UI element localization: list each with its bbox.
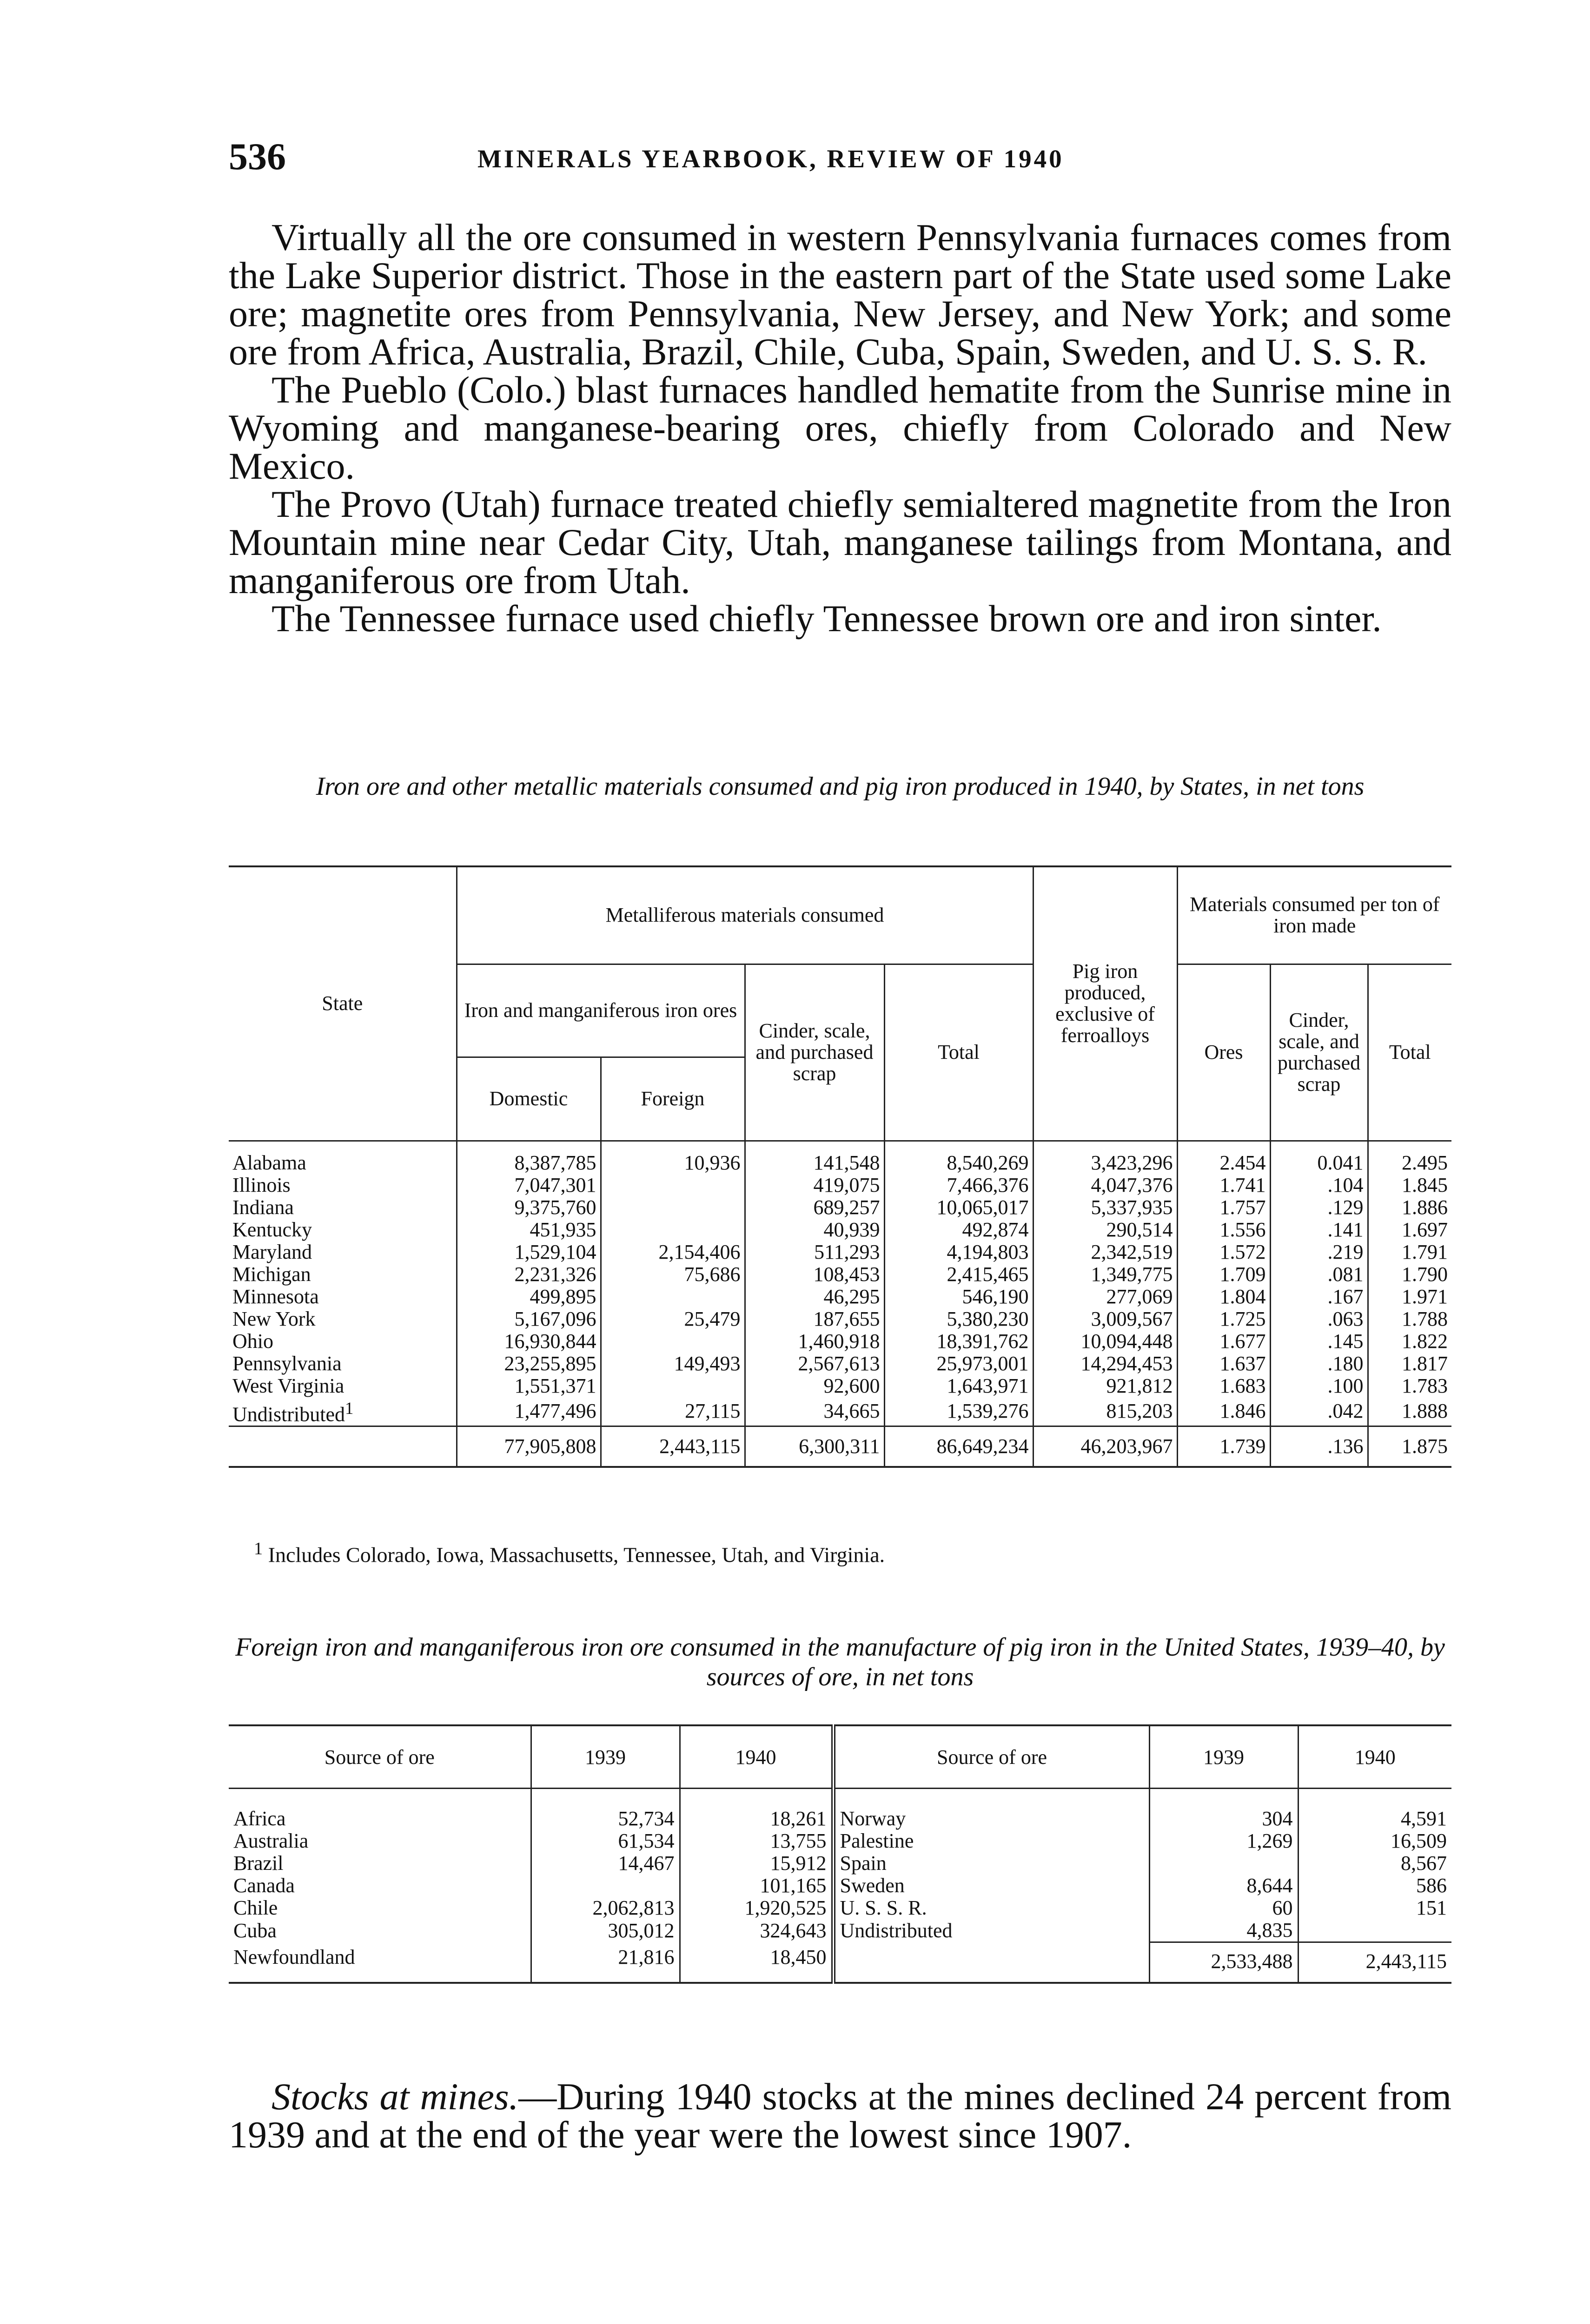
col-1940-left: 1940 (680, 1725, 833, 1789)
cell-foreign (601, 1174, 745, 1196)
value-1940: 16,509 (1298, 1830, 1451, 1852)
cell-cinder2: .219 (1270, 1241, 1368, 1263)
footnote (254, 1538, 885, 1567)
cell-pig: 4,047,376 (1033, 1174, 1177, 1196)
cell-total2: 1.971 (1368, 1286, 1451, 1308)
col-state: State (229, 866, 457, 1141)
cell-ores: 1.683 (1177, 1375, 1270, 1397)
cell-total: 1,643,971 (884, 1375, 1033, 1397)
total-row (229, 1426, 1451, 1467)
col-foreign: Foreign (601, 1057, 745, 1141)
value-1940: 1,920,525 (680, 1897, 833, 1919)
cell-cinder2: .145 (1270, 1330, 1368, 1353)
cell-cinder2: .100 (1270, 1375, 1368, 1397)
cell-cinder2: .063 (1270, 1308, 1368, 1330)
cell-domestic: 2,231,326 (457, 1263, 601, 1286)
cell-foreign (601, 1375, 745, 1397)
cell-pig: 5,337,935 (1033, 1196, 1177, 1219)
cell-foreign: 27,115 (601, 1397, 745, 1426)
state-cell (229, 1286, 457, 1308)
value-1940: 18,450 (680, 1942, 833, 1983)
cell-total2: 1.845 (1368, 1174, 1451, 1196)
paragraph: The Pueblo (Colo.) blast furnaces handled hematite from the Sunrise mine in Wyoming and manganese-bearing ores, chiefly from Colorado and New Mexico. (229, 369, 1451, 487)
table-row (229, 1942, 1451, 1983)
cell-total: 25,973,001 (884, 1353, 1033, 1375)
value-1940: 15,912 (680, 1852, 833, 1875)
cell-cinder2: 0.041 (1270, 1141, 1368, 1174)
state-cell (229, 1219, 457, 1241)
cell-cinder: 419,075 (745, 1174, 884, 1196)
cell-domestic: 1,477,496 (457, 1397, 601, 1426)
paragraph: The Provo (Utah) furnace treated chiefly semialtered magnetite from the Iron Mountain mine near Cedar City, Utah, manganese tailings from Montana, and manganiferous ore from Utah. (229, 483, 1451, 601)
total-1940: 2,443,115 (1298, 1942, 1451, 1983)
cell-pig: 3,009,567 (1033, 1308, 1177, 1330)
value-1940: 586 (1298, 1875, 1451, 1897)
col-cinder-per-ton: Cinder, scale, and purchased scrap (1270, 964, 1368, 1141)
source-cell: Spain (833, 1852, 1149, 1875)
cell-total2: 1.790 (1368, 1263, 1451, 1286)
total-pig: 46,203,967 (1033, 1426, 1177, 1467)
total-ores: 1.739 (1177, 1426, 1270, 1467)
cell-cinder: 108,453 (745, 1263, 884, 1286)
cell-cinder2: .129 (1270, 1196, 1368, 1219)
cell-domestic: 23,255,895 (457, 1353, 601, 1375)
cell-foreign: 10,936 (601, 1141, 745, 1174)
cell-total: 10,065,017 (884, 1196, 1033, 1219)
state-name: Pennsylvania (232, 1352, 342, 1375)
total-foreign: 2,443,115 (601, 1426, 745, 1467)
cell-ores: 1.637 (1177, 1353, 1270, 1375)
table-row (229, 1286, 1451, 1308)
table-row (229, 1308, 1451, 1330)
source-cell: Africa (233, 1807, 286, 1830)
cell-total: 5,380,230 (884, 1308, 1033, 1330)
cell-foreign: 149,493 (601, 1353, 745, 1375)
closing-text: —During 1940 stocks at the mines declined 24 percent from 1939 and at the end of the year were the lowest since 1907. (229, 2075, 1451, 2156)
source-cell: Norway (833, 1789, 1149, 1830)
cell-total: 7,466,376 (884, 1174, 1033, 1196)
value-1939: 21,816 (531, 1942, 680, 1983)
cell-cinder: 511,293 (745, 1241, 884, 1263)
state-name: Undistributed (232, 1403, 345, 1426)
table-row (229, 1852, 1451, 1875)
state-name: New York (232, 1307, 316, 1330)
cell-ores: 1.846 (1177, 1397, 1270, 1426)
value-1939: 14,467 (531, 1852, 680, 1875)
col-iron-mang: Iron and manganiferous iron ores (457, 964, 745, 1057)
state-cell (229, 1241, 457, 1263)
state-name: West Virginia (232, 1374, 344, 1397)
table-row (229, 1897, 1451, 1919)
cell-pig: 10,094,448 (1033, 1330, 1177, 1353)
cell-cinder2: .180 (1270, 1353, 1368, 1375)
cell-domestic: 9,375,760 (457, 1196, 601, 1219)
source-cell: Brazil (233, 1852, 284, 1875)
state-cell (229, 1174, 457, 1196)
cell-ores: 1.804 (1177, 1286, 1270, 1308)
state-cell (229, 1308, 457, 1330)
col-1939-left: 1939 (531, 1725, 680, 1789)
cell-pig: 921,812 (1033, 1375, 1177, 1397)
total-1939: 2,533,488 (1149, 1942, 1298, 1983)
source-cell: Newfoundland (229, 1942, 531, 1983)
value-1939: 1,269 (1149, 1830, 1298, 1852)
value-1940: 151 (1298, 1897, 1451, 1919)
cell-pig: 14,294,453 (1033, 1353, 1177, 1375)
cell-domestic: 16,930,844 (457, 1330, 601, 1353)
state-cell (229, 1196, 457, 1219)
cell-ores: 1.725 (1177, 1308, 1270, 1330)
value-1939: 304 (1149, 1789, 1298, 1830)
value-1940: 324,643 (680, 1919, 833, 1942)
value-1939 (531, 1875, 680, 1897)
cell-domestic: 451,935 (457, 1219, 601, 1241)
value-1939: 305,012 (531, 1919, 680, 1942)
value-1940: 13,755 (680, 1830, 833, 1852)
cell-cinder2: .104 (1270, 1174, 1368, 1196)
cell-total: 8,540,269 (884, 1141, 1033, 1174)
cell-foreign (601, 1330, 745, 1353)
value-1939: 61,534 (531, 1830, 680, 1852)
cell-ores: 1.741 (1177, 1174, 1270, 1196)
source-cell: Palestine (833, 1830, 1149, 1852)
state-cell (229, 1426, 457, 1467)
source-cell: U. S. S. R. (833, 1897, 1149, 1919)
cell-domestic: 7,047,301 (457, 1174, 601, 1196)
state-cell (229, 1330, 457, 1353)
value-1939: 8,644 (1149, 1875, 1298, 1897)
footnote-text: Includes Colorado, Iowa, Massachusetts, Tennessee, Utah, and Virginia. (268, 1543, 885, 1567)
total-domestic: 77,905,808 (457, 1426, 601, 1467)
table-row (229, 1141, 1451, 1174)
col-domestic: Domestic (457, 1057, 601, 1141)
value-1939: 2,062,813 (531, 1897, 680, 1919)
cell-domestic: 5,167,096 (457, 1308, 601, 1330)
cell-cinder2: .042 (1270, 1397, 1368, 1426)
table-row (229, 1919, 1451, 1942)
cell-total2: 1.788 (1368, 1308, 1451, 1330)
cell-total: 2,415,465 (884, 1263, 1033, 1286)
cell-foreign: 75,686 (601, 1263, 745, 1286)
total-cinder: 6,300,311 (745, 1426, 884, 1467)
closing-paragraph (229, 2075, 1451, 2156)
value-1940: 8,567 (1298, 1852, 1451, 1875)
value-1940: 4,591 (1298, 1789, 1451, 1830)
table-row (229, 1219, 1451, 1241)
cell-domestic: 8,387,785 (457, 1141, 601, 1174)
table-row (229, 1263, 1451, 1286)
cell-cinder: 1,460,918 (745, 1330, 884, 1353)
col-1939-right: 1939 (1149, 1725, 1298, 1789)
source-cell: Undistributed (833, 1919, 1149, 1942)
value-1940: 101,165 (680, 1875, 833, 1897)
value-1939: 52,734 (531, 1789, 680, 1830)
cell-cinder: 141,548 (745, 1141, 884, 1174)
value-1939: 4,835 (1149, 1919, 1298, 1942)
cell-cinder2: .081 (1270, 1263, 1368, 1286)
table-row (229, 1241, 1451, 1263)
body-text (229, 218, 1451, 638)
page-number: 536 (229, 135, 286, 178)
cell-foreign (601, 1196, 745, 1219)
cell-total: 1,539,276 (884, 1397, 1033, 1426)
state-name: Kentucky (232, 1218, 312, 1241)
cell-pig: 815,203 (1033, 1397, 1177, 1426)
cell-total2: 1.783 (1368, 1375, 1451, 1397)
col-cinder: Cinder, scale, and purchased scrap (745, 964, 884, 1141)
cell-total: 4,194,803 (884, 1241, 1033, 1263)
state-name: Ohio (232, 1329, 273, 1353)
table-row (229, 1375, 1451, 1397)
table-row (229, 1330, 1451, 1353)
running-head (229, 135, 1465, 177)
cell-domestic: 1,529,104 (457, 1241, 601, 1263)
cell-ores: 2.454 (1177, 1141, 1270, 1174)
state-cell (229, 1353, 457, 1375)
cell-total2: 1.888 (1368, 1397, 1451, 1426)
col-total: Total (884, 964, 1033, 1141)
source-cell: Canada (233, 1874, 295, 1897)
col-source-right: Source of ore (833, 1725, 1149, 1789)
cell-total: 492,874 (884, 1219, 1033, 1241)
state-name: Michigan (232, 1262, 311, 1286)
value-1939: 60 (1149, 1897, 1298, 1919)
cell-pig: 2,342,519 (1033, 1241, 1177, 1263)
cell-ores: 1.757 (1177, 1196, 1270, 1219)
cell-total2: 2.495 (1368, 1141, 1451, 1174)
table-row (229, 1789, 1451, 1830)
col-ores: Ores (1177, 964, 1270, 1141)
running-title: MINERALS YEARBOOK, REVIEW OF 1940 (477, 145, 1064, 173)
cell-cinder: 689,257 (745, 1196, 884, 1219)
table-row (229, 1196, 1451, 1219)
cell-foreign (601, 1286, 745, 1308)
cell-total2: 1.817 (1368, 1353, 1451, 1375)
total-total2: 1.875 (1368, 1426, 1451, 1467)
value-1939 (1149, 1852, 1298, 1875)
cell-foreign: 2,154,406 (601, 1241, 745, 1263)
cell-cinder: 187,655 (745, 1308, 884, 1330)
closing-lead: Stocks at mines. (272, 2075, 519, 2118)
footnote-mark: 1 (254, 1539, 263, 1558)
state-name: Minnesota (232, 1285, 319, 1308)
paragraph: The Tennessee furnace used chiefly Tennessee brown ore and iron sinter. (272, 597, 1382, 640)
cell-cinder: 40,939 (745, 1219, 884, 1241)
value-1940: 18,261 (680, 1789, 833, 1830)
state-cell (229, 1263, 457, 1286)
table-row (229, 1174, 1451, 1196)
value-1940 (1298, 1919, 1451, 1942)
col-total-per-ton: Total (1368, 964, 1451, 1141)
cell-ores: 1.677 (1177, 1330, 1270, 1353)
foreign-ore-table (229, 1724, 1451, 1984)
paragraph: Virtually all the ore consumed in western Pennsylvania furnaces comes from the Lake Superior district. Those in the eastern part of the State used some Lake ore; magnetite ores from Pennsylvania, New Jersey, and New York; and some ore from Africa, Australia, Brazil, Chile, Cuba, Spain, Sweden, and U. S. S. R. (229, 216, 1451, 373)
cell-ores: 1.709 (1177, 1263, 1270, 1286)
cell-pig: 3,423,296 (1033, 1141, 1177, 1174)
col-1940-right: 1940 (1298, 1725, 1451, 1789)
total-total: 86,649,234 (884, 1426, 1033, 1467)
ore-consumption-table (229, 865, 1451, 1468)
source-cell (833, 1942, 1149, 1983)
cell-domestic: 1,551,371 (457, 1375, 601, 1397)
cell-cinder2: .167 (1270, 1286, 1368, 1308)
cell-pig: 290,514 (1033, 1219, 1177, 1241)
state-name: Maryland (232, 1240, 312, 1263)
cell-foreign (601, 1219, 745, 1241)
footnote-ref: 1 (344, 1398, 354, 1418)
source-cell: Chile (233, 1896, 278, 1919)
cell-ores: 1.572 (1177, 1241, 1270, 1263)
cell-cinder: 34,665 (745, 1397, 884, 1426)
table2-caption: Foreign iron and manganiferous iron ore consumed in the manufacture of pig iron in the United States, 1939–40, by sources of ore, in net tons (235, 1633, 1445, 1691)
cell-ores: 1.556 (1177, 1219, 1270, 1241)
col-pig-iron: Pig iron produced, exclusive of ferroalloys (1033, 866, 1177, 1141)
cell-pig: 277,069 (1033, 1286, 1177, 1308)
cell-cinder: 92,600 (745, 1375, 884, 1397)
state-name: Illinois (232, 1173, 291, 1196)
cell-cinder2: .141 (1270, 1219, 1368, 1241)
cell-cinder: 2,567,613 (745, 1353, 884, 1375)
cell-cinder: 46,295 (745, 1286, 884, 1308)
source-cell: Cuba (233, 1919, 277, 1942)
state-cell (229, 1141, 457, 1174)
cell-total2: 1.791 (1368, 1241, 1451, 1263)
table1-caption: Iron ore and other metallic materials consumed and pig iron produced in 1940, by States, in net tons (316, 772, 1365, 801)
state-name: Indiana (232, 1195, 294, 1219)
table-row (229, 1353, 1451, 1375)
col-per-ton: Materials consumed per ton of iron made (1177, 866, 1451, 964)
table-row (229, 1875, 1451, 1897)
cell-total: 546,190 (884, 1286, 1033, 1308)
table-row (229, 1830, 1451, 1852)
state-name: Alabama (232, 1151, 306, 1174)
source-cell: Sweden (833, 1875, 1149, 1897)
cell-total2: 1.697 (1368, 1219, 1451, 1241)
cell-foreign: 25,479 (601, 1308, 745, 1330)
table-row (229, 1397, 1451, 1426)
col-metalliferous: Metalliferous materials consumed (457, 866, 1033, 964)
state-cell (229, 1397, 457, 1426)
col-source-left: Source of ore (229, 1725, 531, 1789)
cell-total2: 1.822 (1368, 1330, 1451, 1353)
cell-pig: 1,349,775 (1033, 1263, 1177, 1286)
cell-domestic: 499,895 (457, 1286, 601, 1308)
cell-total2: 1.886 (1368, 1196, 1451, 1219)
total-cinder2: .136 (1270, 1426, 1368, 1467)
state-cell (229, 1375, 457, 1397)
cell-total: 18,391,762 (884, 1330, 1033, 1353)
source-cell: Australia (233, 1829, 309, 1852)
